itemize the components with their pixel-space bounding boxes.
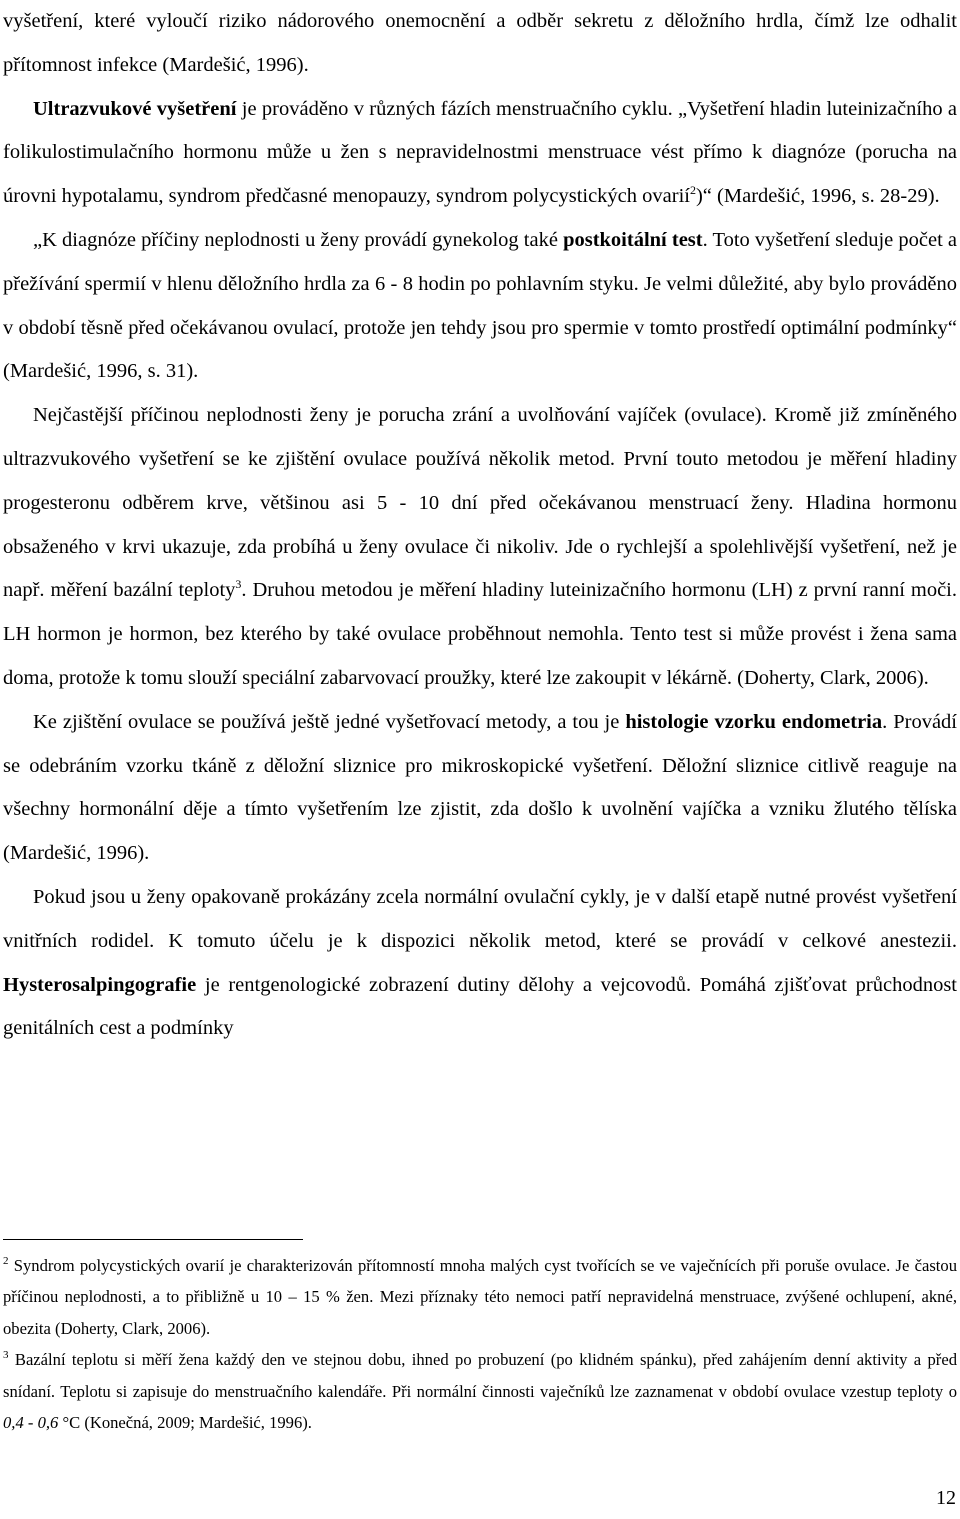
paragraph-4-text-a: Nejčastější příčinou neplodnosti ženy je porucha zrání a uvolňování vajíček (ovulace). Kromě již zmíněného ultrazvukového vyšetření se ke zjištění ovulace používá několik metod. První touto metodou je měření hladiny progesteronu odběrem krve, většinou asi 5 - 10 dní před očekávanou menstruací ženy. Hladina hormonu obsaženého v krvi ukazuje, zda probíhá u ženy ovulace či nikoliv. Jde o rychlejší a spolehlivější vyšetření, než je např. měření bazální teploty bbox=[3, 404, 957, 602]
paragraph-3-text-b: . Toto vyšetření sleduje počet a přežívání spermií v hlenu děložního hrdla za 6 - 8 hodin po pohlavním styku. Je velmi důležité, aby bylo prováděno v období těsně před očekávanou ovulací, protože jen tehdy jsou pro spermie v tomto prostředí optimální podmínky“ (Mardešić, 1996, s. 31). bbox=[3, 228, 958, 383]
paragraph-2-text-a: je prováděno v různých fázích menstruačního cyklu. „Vyšetření hladin luteinizačního a folikulostimulačního hormonu může u žen s nepravidelnostmi menstruace vést přímo k diagnóze (porucha na úrovni hypotalamu, syndrom předčasné menopauzy, syndrom polycystických ovarií bbox=[3, 97, 957, 208]
footnote-ref-3: 3 bbox=[235, 577, 242, 592]
paragraph-2-text-b: )“ (Mardešić, 1996, s. 28-29). bbox=[695, 185, 940, 208]
paragraph-3 bbox=[3, 219, 957, 394]
footnote-3-text-b: °C (Konečná, 2009; Mardešić, 1996). bbox=[58, 1413, 312, 1433]
footnote-divider bbox=[3, 1239, 303, 1240]
paragraph-2 bbox=[3, 88, 957, 219]
paragraph-6-bold: Hysterosalpingografie bbox=[3, 973, 197, 996]
footnote-2-text: Syndrom polycystických ovarií je charakterizován přítomností mnoha malých cyst tvořících se ve vaječnících při poruše ovulace. Je častou příčinou neplodnosti, a to přibližně u 10 – 15 % žen. Mezi příznaky této nemoci patří nepravidelná menstruace, zvýšené ochlupení, akné, obezita (Doherty, Clark, 2006). bbox=[3, 1256, 957, 1338]
paragraph-4 bbox=[3, 394, 957, 701]
footnote-ref-2: 2 bbox=[689, 183, 696, 198]
paragraph-6 bbox=[3, 876, 957, 1051]
footnote-3 bbox=[3, 1344, 957, 1438]
paragraph-1-text: vyšetření, které vyloučí riziko nádorového onemocnění a odběr sekretu z děložního hrdla, čímž lze odhalit přítomnost infekce (Mardešić, 1996). bbox=[3, 10, 957, 76]
footnote-3-text-a: Bazální teplotu si měří žena každý den ve stejnou dobu, ihned po probuzení (po klidném spánku), před zahájením denní aktivity a před snídaní. Teplotu si zapisuje do menstruačního kalendáře. Při normální činnosti vaječníků lze zaznamenat v období ovulace vzestup teploty o bbox=[3, 1350, 957, 1401]
paragraph-1 bbox=[3, 0, 957, 88]
paragraph-5-text-a: Ke zjištění ovulace se používá ještě jedné vyšetřovací metody, a tou je bbox=[33, 710, 626, 733]
footnote-3-italic: 0,4 - 0,6 bbox=[3, 1413, 59, 1433]
footnote-2 bbox=[3, 1250, 957, 1344]
footnotes bbox=[3, 1250, 957, 1438]
paragraph-3-text-a: „K diagnóze příčiny neplodnosti u ženy provádí gynekolog také bbox=[33, 228, 564, 251]
footnote-3-number: 3 bbox=[3, 1349, 9, 1362]
footnote-2-number: 2 bbox=[3, 1255, 9, 1267]
paragraph-6-text-b: je rentgenologické zobrazení dutiny dělohy a vejcovodů. Pomáhá zjišťovat průchodnost genitálních cest a podmínky bbox=[3, 973, 957, 1040]
body-text bbox=[3, 0, 957, 1051]
paragraph-5-bold: histologie vzorku endometria bbox=[625, 710, 883, 733]
paragraph-5 bbox=[3, 701, 957, 876]
paragraph-5-text-b: . Provádí se odebráním vzorku tkáně z děložní sliznice pro mikroskopické vyšetření. Děložní sliznice citlivě reaguje na všechny hormonální děje a tímto vyšetřením lze zjistit, zda došlo k uvolnění vajíčka a vzniku žlutého tělíska (Mardešić, 1996). bbox=[3, 710, 957, 865]
paragraph-2-bold: Ultrazvukové vyšetření bbox=[33, 97, 237, 120]
page-number: 12 bbox=[936, 1487, 956, 1509]
paragraph-3-bold: postkoitální test bbox=[563, 228, 703, 251]
paragraph-6-text-a: Pokud jsou u ženy opakovaně prokázány zcela normální ovulační cykly, je v další etapě nutné provést vyšetření vnitřních rodidel. K tomuto účelu je k dispozici několik metod, které se provádí v celkové anestezii. bbox=[3, 885, 957, 952]
paragraph-4-text-b: . Druhou metodou je měření hladiny luteinizačního hormonu (LH) z první ranní moči. LH hormon je hormon, bez kterého by také ovulace proběhnout nemohla. Tento test si může provést i žena sama doma, protože k tomu slouží speciální zabarvovací proužky, které lze zakoupit v lékárně. (Doherty, Clark, 2006). bbox=[3, 579, 957, 689]
